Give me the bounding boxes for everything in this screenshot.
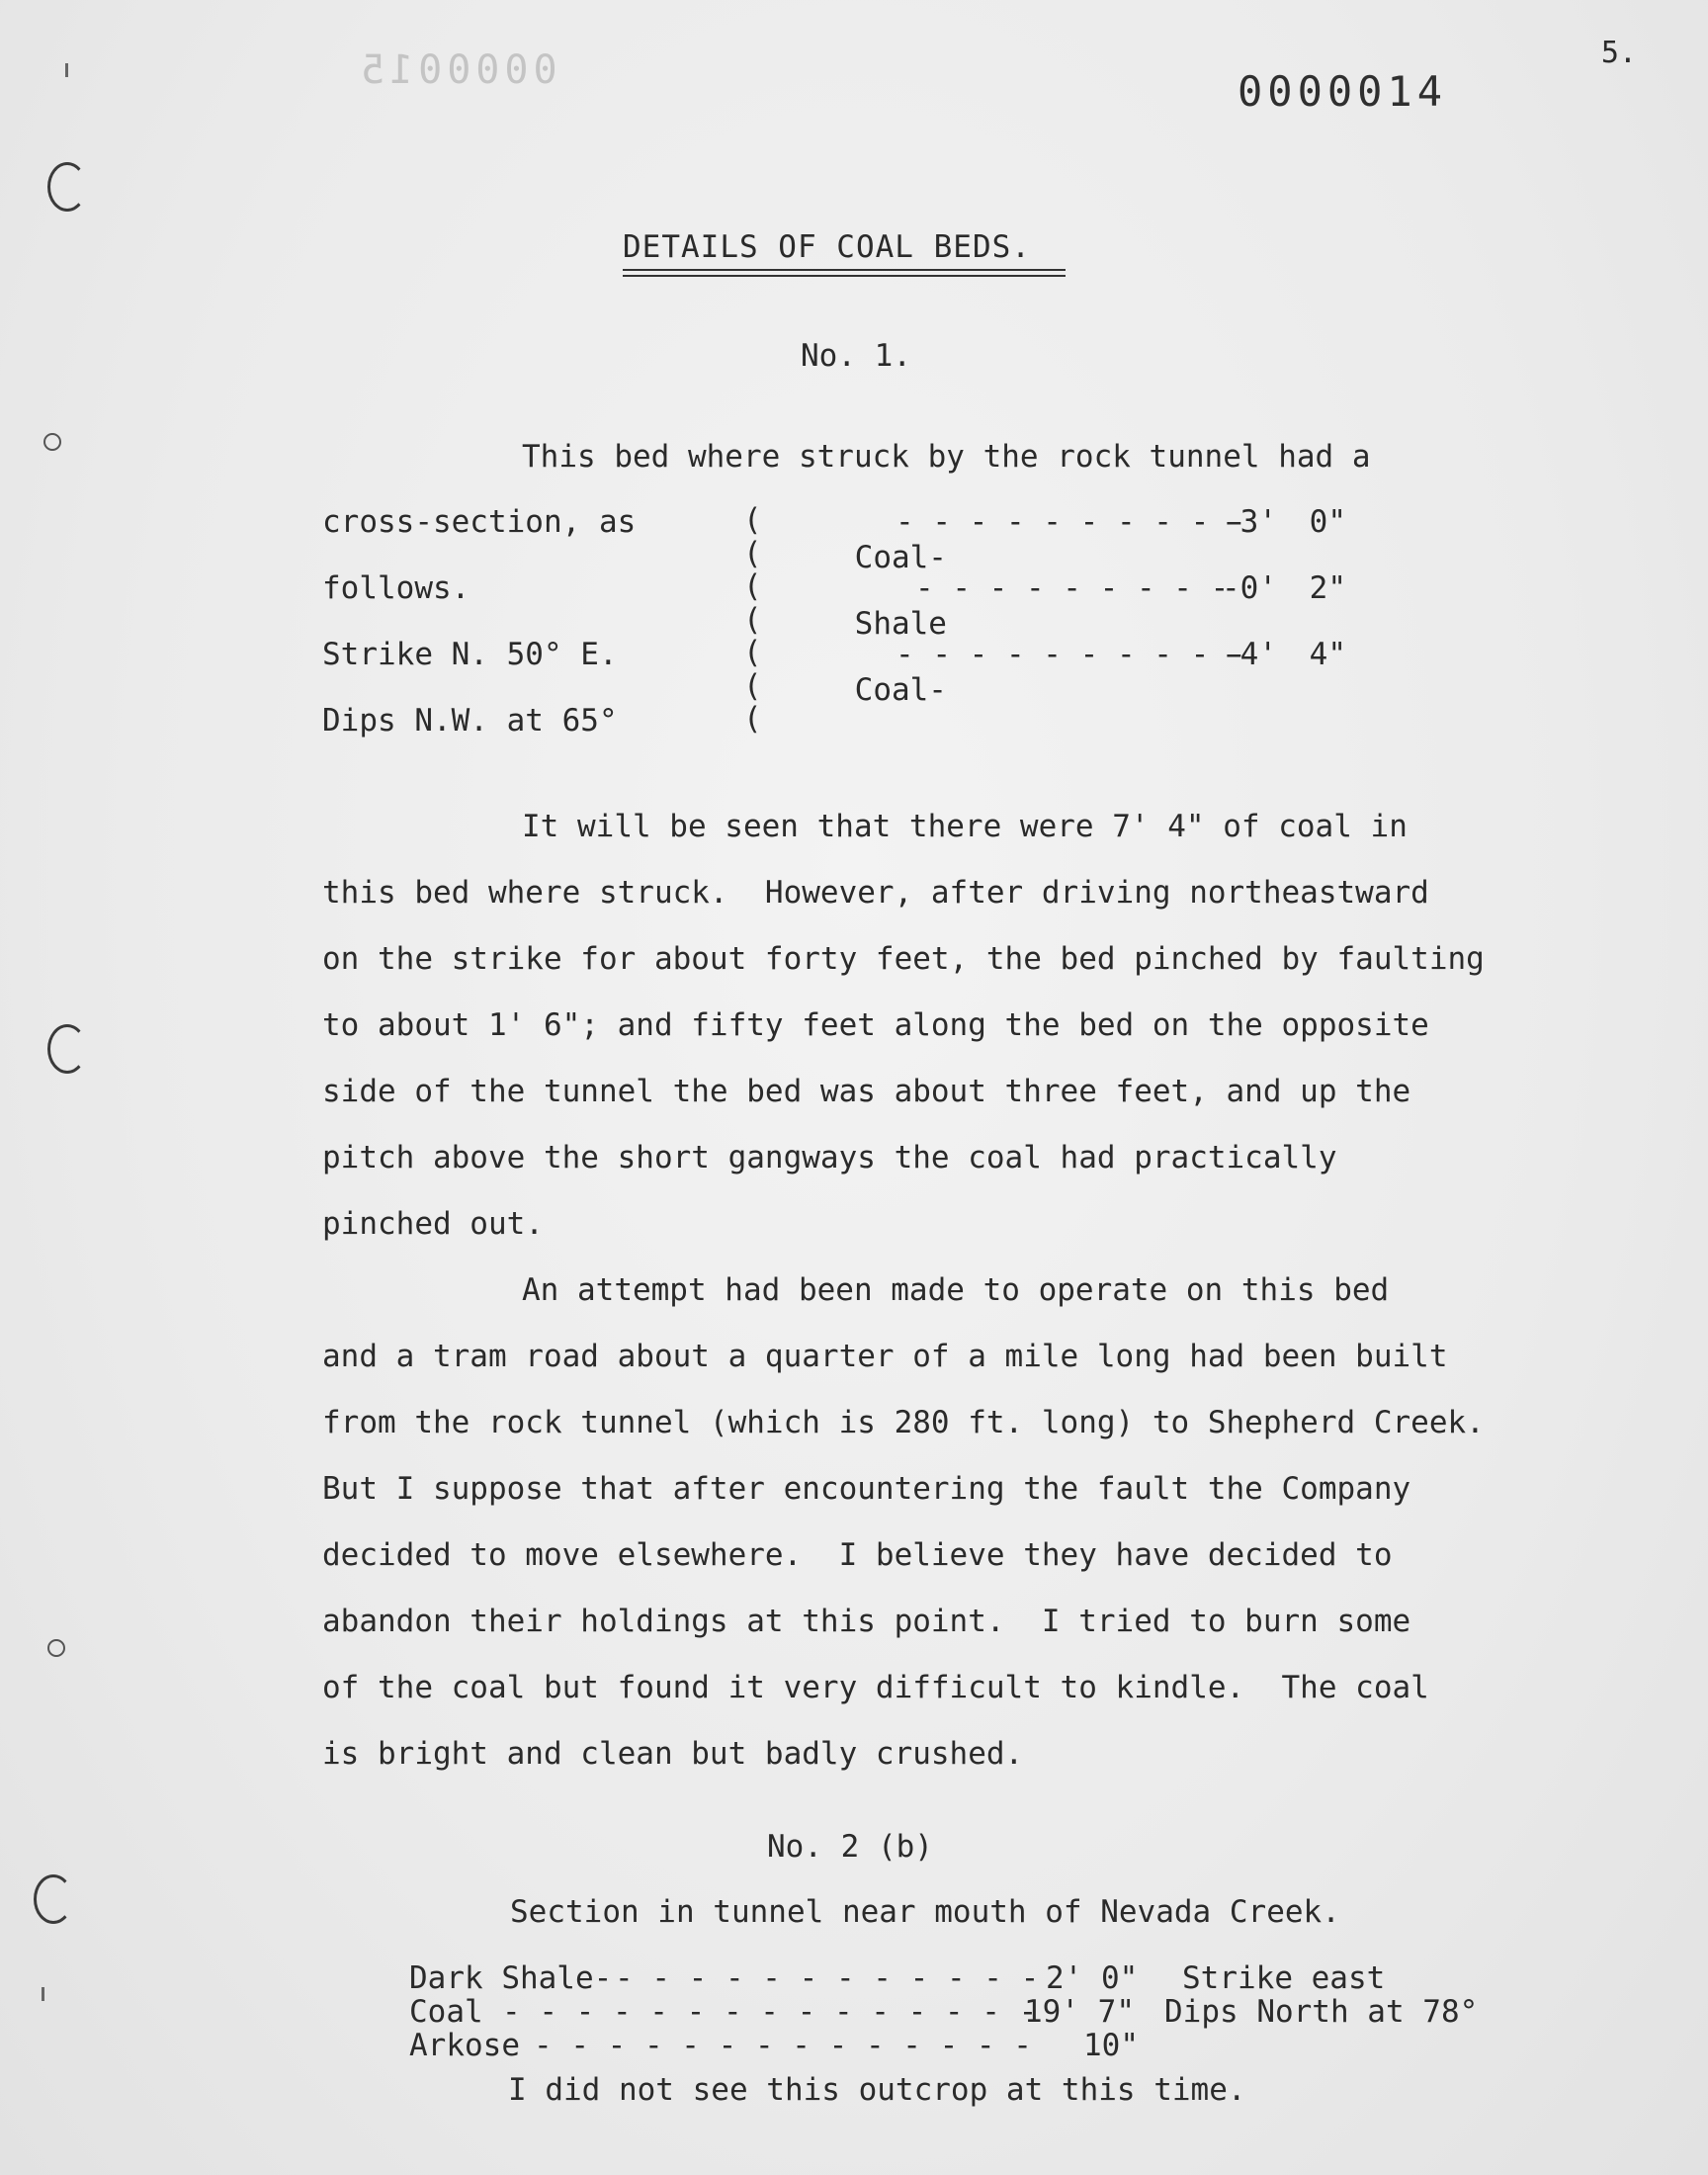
title-underline	[623, 275, 1066, 277]
paragraph-line: pinched out.	[322, 1206, 544, 1242]
bed2-heading: No. 2 (b)	[767, 1829, 933, 1865]
bed2-dashes: - - - - - - - - - - - -	[615, 1960, 1040, 1996]
bed1-left-line: follows.	[322, 570, 470, 606]
paragraph-line: abandon their holdings at this point. I tried to burn some	[322, 1604, 1411, 1639]
margin-tick	[42, 1987, 44, 2001]
document-id: 0000014	[1238, 67, 1448, 116]
punch-hole	[43, 433, 61, 451]
bed1-left-line: Dips N.W. at 65°	[322, 703, 618, 739]
paragraph-line: and a tram road about a quarter of a mile long had been built	[322, 1339, 1448, 1374]
bed2-layer-name: Coal	[409, 1994, 483, 2030]
section-dashes: - - - - - - - - -	[915, 570, 1230, 606]
paragraph-line: this bed where struck. However, after driving northeastward	[322, 875, 1429, 911]
section-dashes: - - - - - - - - - -	[896, 637, 1246, 672]
paragraph-line: of the coal but found it very difficult to kindle. The coal	[322, 1670, 1429, 1705]
layer-name: Coal-	[854, 540, 947, 575]
paragraph-line: pitch above the short gangways the coal had practically	[322, 1140, 1337, 1175]
section-dashes: - - - - - - - - - -	[896, 504, 1246, 540]
paragraph-line: on the strike for about forty feet, the bed pinched by faulting	[322, 941, 1485, 977]
page-title: DETAILS OF COAL BEDS.	[623, 229, 1031, 265]
margin-mark	[34, 1874, 73, 1924]
paragraph-line: from the rock tunnel (which is 280 ft. long) to Shepherd Creek.	[322, 1405, 1485, 1440]
paragraph-line: is bright and clean but badly crushed.	[322, 1736, 1024, 1772]
page-number: 5.	[1600, 36, 1637, 70]
layer-name: Coal-	[854, 672, 947, 708]
bed2-dashes: - - - - - - - - - - - - - -	[534, 2028, 1032, 2063]
paragraph-line: side of the tunnel the bed was about three feet, and up the	[322, 1074, 1411, 1109]
paragraph-line: An attempt had been made to operate on this bed	[522, 1272, 1390, 1308]
paragraph-line: But I suppose that after encountering the fault the Company	[322, 1471, 1411, 1507]
bed2-note: Dips North at 78°	[1164, 1994, 1479, 2030]
bed1-left-line: Strike N. 50° E.	[322, 637, 618, 672]
layer-thickness: -3' 0"	[1222, 504, 1346, 540]
margin-mark	[47, 1024, 87, 1074]
bed2-layer-name: Dark Shale-	[409, 1960, 613, 1996]
bed1-left-line: cross-section, as	[322, 504, 637, 540]
section-bracket: ( ( ( ( ( ( (	[743, 502, 762, 737]
bed2-dashes: - - - - - - - - - - - - - - -	[502, 1994, 1038, 2030]
layer-thickness: -0' 2"	[1222, 570, 1346, 606]
layer-name: Shale	[854, 606, 947, 642]
punch-hole	[47, 1639, 65, 1657]
bed2-thickness: 10"	[1083, 2028, 1139, 2063]
paragraph-line: decided to move elsewhere. I believe they have decided to	[322, 1537, 1393, 1573]
margin-mark	[47, 162, 87, 212]
bed2-thickness: 2' 0"	[1046, 1960, 1139, 1996]
bed1-heading: No. 1.	[801, 338, 911, 374]
bed2-closing: I did not see this outcrop at this time.	[508, 2072, 1246, 2108]
paragraph-line: It will be seen that there were 7' 4" of coal in	[522, 809, 1408, 844]
bleed-through-id: 0000015	[356, 47, 557, 93]
bed2-thickness: 19' 7"	[1024, 1994, 1135, 2030]
title-underline	[623, 269, 1066, 271]
margin-tick	[65, 63, 68, 77]
bed2-note: Strike east	[1182, 1960, 1386, 1996]
layer-thickness: -4' 4"	[1222, 637, 1346, 672]
bed1-intro: This bed where struck by the rock tunnel had a	[522, 439, 1371, 475]
bed2-layer-name: Arkose	[409, 2028, 520, 2063]
bed2-caption: Section in tunnel near mouth of Nevada Creek.	[510, 1894, 1340, 1930]
paragraph-line: to about 1' 6"; and fifty feet along the bed on the opposite	[322, 1007, 1429, 1043]
